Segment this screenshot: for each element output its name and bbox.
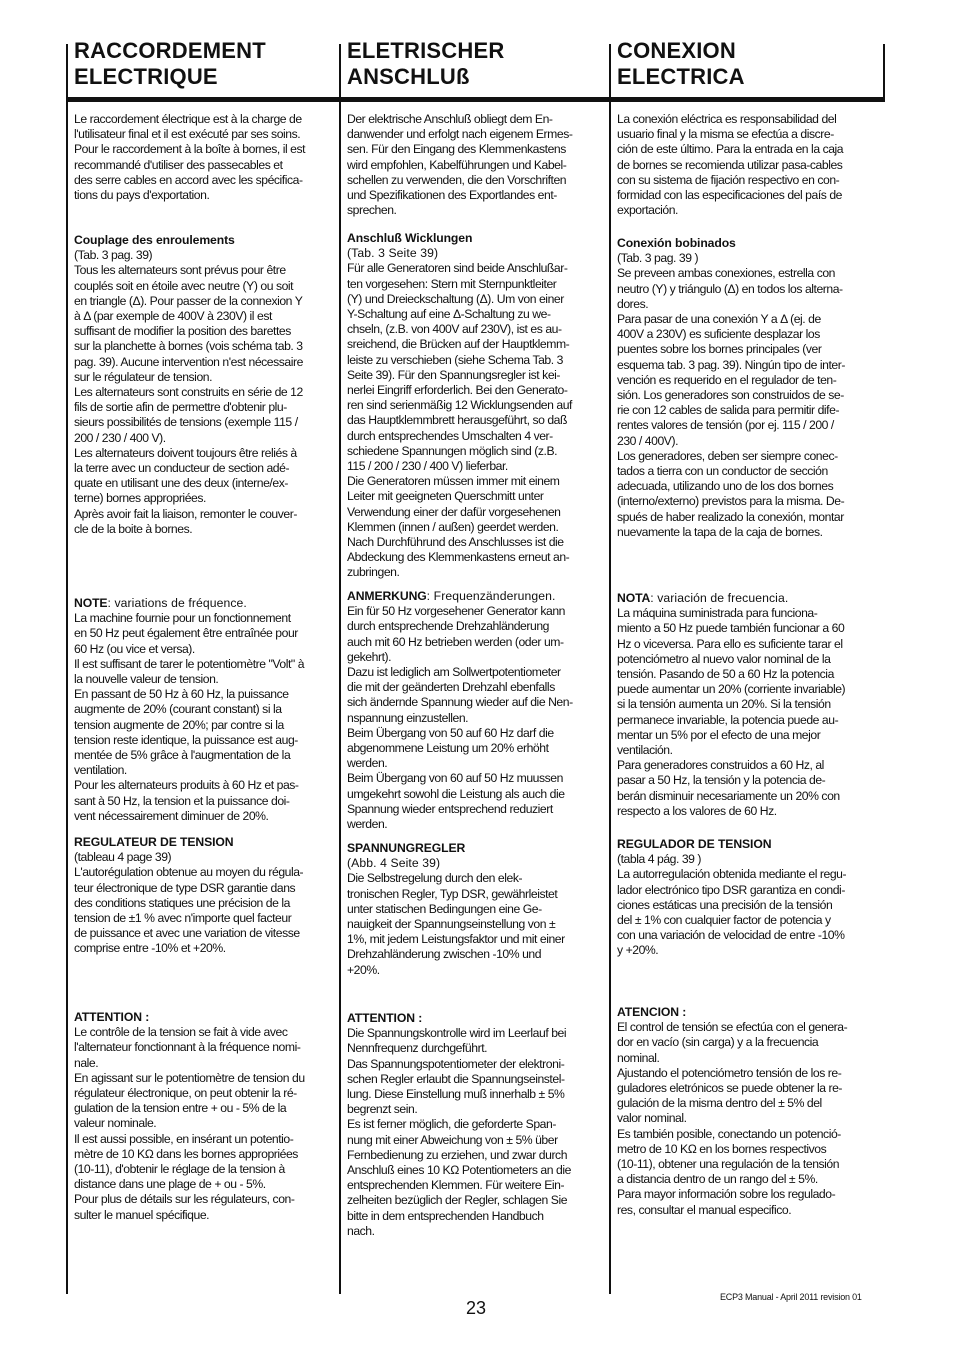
intro-section: [347, 112, 601, 218]
regulator-text: La autorregulación obtenida mediante el regu- lador electrónico tipo DSR garantiza en condi- ciones estáticas una precisión de la tensión del ± 1% con cualquier factor de potencia y con una variación de velocidad de entre -10% y +20%.: [617, 867, 847, 958]
section-title: ELETRISCHER ANSCHLUß: [347, 38, 505, 89]
note-subject: : variación de frecuencia.: [650, 591, 789, 605]
windings-section: [617, 236, 874, 540]
note-subject: : variations de fréquence.: [107, 596, 247, 610]
attention-text: Le contrôle de la tension se fait à vide avec l'alternateur fonctionnant à la fréquence nomi- nale. En agissant sur le potentiomètre de tension du régulateur électronique, on peut obtenir la ré- gulation de la tension entre + ou - 5% de la valeur nominale. Il est aussi possible, en insérant un potentio- mètre de 10 KΩ dans les bornes appropriées (10-11), d'obtenir le réglage de la tension à distance dans une plage de + ou - 5%. Pour plus de détails sur les régulateurs, con- sulter le manuel spécifique.: [74, 1025, 305, 1222]
note-section: [347, 589, 601, 832]
column-divider-middle-left: [339, 44, 341, 1294]
footer-revision: ECP3 Manual - April 2011 revision 01: [720, 1292, 862, 1302]
note-section: [617, 591, 874, 819]
attention-heading: ATTENTION :: [347, 1011, 423, 1025]
note-label: ANMERKUNG: [347, 589, 427, 603]
windings-ref: (Tab. 3 pag. 39): [74, 248, 153, 263]
column-divider-left: [66, 44, 68, 1294]
windings-ref: (Tab. 3 Seite 39): [347, 246, 439, 261]
column-divider-right: [883, 44, 885, 102]
windings-section: [347, 231, 601, 581]
column-divider-middle-right: [609, 44, 611, 1294]
attention-section: [74, 1010, 331, 1223]
attention-text: Die Spannungskontrolle wird im Leerlauf bei Nennfrequenz durchgeführt. Das Spannungspotentiometer der elektroni- schen Regler erlaubt die Spannungseinstel- lung. Diese Einstellung muß innerhalb ± 5% begrenzt sein. Es ist ferner möglich, die geforderte Span- nung mit einer Abweichung von ± 5% über Fernbedienung zu erziehen, und zwar durch Anschluß eines 10 KΩ Potentiometers an die entsprechenden Klemmen. Für weitere Ein- zelheiten bezüglich der Regler, schlagen Sie bitte in dem entsprechenden Handbuch nach.: [347, 1026, 571, 1238]
attention-heading: ATENCION :: [617, 1005, 687, 1019]
intro-text: Le raccordement électrique est à la charge de l'utilisateur final et il est exécuté par ses soins. Pour le raccordement à la boîte à bornes, il est recommandé d'utiliser des passecables et des serre cables en accord avec les spécifica- tions du pays d'exportation.: [74, 112, 306, 203]
regulator-section: [617, 837, 874, 959]
regulator-heading: REGULATEUR DE TENSION: [74, 835, 234, 849]
windings-text: Für alle Generatoren sind beide Anschlußar- ten vorgesehen: Stern mit Sternpunktleiter (Y) und Dreieckschaltung (Δ). Um von einer Y-Schaltung auf eine Δ-Schaltung zu we- chseln, (z.B. von 400V auf 230V), ist es au- sreichend, die Brücken auf der Hauptklemm- leiste zu verschieben (siehe Schema Tab. 3 Seite 39). Für den Spannungsregler ist kei- nerlei Eingriff erforderlich. Bei den Generato- ren sind serienmäßig 12 Wicklungsenden auf das Hauptklemmbrett herausgeführt, so daß durch entsprechendes Umschalten 4 ver- schiedene Spannungen möglich sind (z.B. 115 / 200 / 230 / 400 V) lieferbar. Die Generatoren müssen immer mit einem Leiter mit geeigneten Querschmitt unter Verwendung einer der dafür vorgesehenen Klemmen (innen / außen) geerdet werden. Nach Durchführund des Anschlusses ist die Abdeckung des Klemmenkastens erneut an- zubringen.: [347, 261, 572, 580]
regulator-ref: (Abb. 4 Seite 39): [347, 856, 441, 871]
windings-ref: (Tab. 3 pag. 39 ): [617, 251, 699, 266]
note-label: NOTE: [74, 596, 108, 610]
windings-text: Se preveen ambas conexiones, estrella con neutro (Y) y triángulo (Δ) en todos los alterna- dores. Para pasar de una conexión Y a Δ (ej. de 400V a 230V) es suficiente desplazar los puentes sobre los bornes principales (ver esquema tab. 3 pag. 39). Ningún tipo de inter- vención es requerido en el regulador de ten- sión. Los generadores son construidos de se- rie con 12 cables de salida para permitir dife- rentes valores de tensión (por ej. 115 / 200 / 230 / 400V). Los generadores, deben ser siempre conec- tados a tierra con un conductor de sección adecuada, utilizando uno de los dos bornes (interno/externo) previstos para la misma. De- spués de haber realizado la conexión, montar nuevamente la tapa de la caja de bornes.: [617, 266, 845, 539]
note-label: NOTA: [617, 591, 651, 605]
windings-section: [74, 233, 331, 537]
intro-section: [74, 112, 331, 203]
attention-section: [347, 1011, 601, 1239]
attention-text: El control de tensión se efectúa con el genera- dor en vacío (sin carga) y a la frecuencia nominal. Ajustando el potenciómetro tensión de los re- guladores eletrónicos se puede obtener la re- gulación de la misma dentro del ± 5% del valor nominal. Es también posible, conectando un potenció- metro de 10 KΩ en los bornes respectivos (10-11), obtener una regulación de la tensión a distancia dentro de un rango del ± 5%. Para mayor información sobre los regulado- res, consultar el manual especifico.: [617, 1020, 848, 1217]
note-text: La máquina suministrada para funciona- miento a 50 Hz puede también funcionar a 60 Hz o viceversa. Para ello es suficiente tarar el potenciómetro al nuevo valor nominal de la tensión. Pasando de 50 a 60 Hz la potencia puede aumentar un 20% (corriente invariable) si la tensión aumenta un 20%. Si la tensión permanece invariable, la potencia puede au- mentar un 5% por el efecto de una mejor ventilación. Para generadores construidos a 60 Hz, al pasar a 50 Hz, la tensión y la potencia de- berán disminuir necesariamente un 20% con respecto a los valores de 60 Hz.: [617, 606, 846, 818]
header-rule: [66, 97, 885, 102]
windings-heading: Anschluß Wicklungen: [347, 231, 473, 245]
attention-heading: ATTENTION :: [74, 1010, 150, 1024]
regulator-ref: (tabla 4 pág. 39 ): [617, 852, 702, 867]
page-number: 23: [466, 1298, 487, 1318]
regulator-section: [347, 841, 601, 978]
windings-heading: Conexión bobinados: [617, 236, 736, 250]
regulator-heading: REGULADOR DE TENSION: [617, 837, 772, 851]
regulator-section: [74, 835, 331, 957]
regulator-ref: (tableau 4 page 39): [74, 850, 172, 865]
windings-text: Tous les alternateurs sont prévus pour être couplés soit en étoile avec neutre (Y) ou soit en triangle (Δ). Pour passer de la connexion Y à Δ (par exemple de 400V à 230V) il est suffisant de modifier la position des barettes sur la planchette à bornes (vois schéma tab. 3 pag. 39). Aucune intervention n'est nécessaire sur le régulateur de tension. Les alternateurs sont construits en série de 12 fils de sortie afin de permettre d'obtenir plu- sieurs possibilités de tensions (exemple 115 / 200 / 230 / 400 V). Les alternateurs doivent toujours être reliés à la terre avec un conducteur de section adé- quate en utilisant une des deux (interne/ex- terne) bornes appropriées. Après avoir fait la liaison, remonter le couver- cle de la boite à bornes.: [74, 263, 303, 536]
regulator-text: Die Selbstregelung durch den elek- tronischen Regler, Typ DSR, gewährleistet unter statischen Bedingungen eine Ge- nauigkeit der Spannungseinstellung von ± 1%, mit jedem Leistungsfaktor und mit einer Drehzahländerung zwischen -10% und +20%.: [347, 871, 565, 977]
regulator-heading: SPANNUNGREGLER: [347, 841, 466, 855]
intro-text: Der elektrische Anschluß obliegt dem En- danwender und erfolgt nach eigenem Ermes- sen. Für den Eingang des Klemmenkastens wird empfohlen, Kabelführungen und Kabel- schellen zu verwenden, die den Vorschriften und Spezifikationen des Exportlandes ent- sprechen.: [347, 112, 573, 218]
windings-heading: Couplage des enroulements: [74, 233, 235, 247]
intro-text: La conexión eléctrica es responsabilidad del usuario final y la misma se efectúa a discre- ción de este último. Para la entrada en la caja de bornes se recomienda utilizar pasa-cables con su sistema de fijación respectivo en con- formidad con las especificaciones del país de exportación.: [617, 112, 844, 218]
section-title: CONEXION ELECTRICA: [617, 38, 745, 89]
note-text: La machine fournie pour un fonctionnement en 50 Hz peut également être entraînée pour 60 Hz (ou vice et versa). Il est suffisant de tarer le potentiomètre "Volt" à la nouvelle valeur de tension. En passant de 50 Hz à 60 Hz, la puissance augmente de 20% (courant constant) si la tension augmente de 20%; par contre si la tension reste identique, la puissance est aug- mentée de 5% grâce à l'augmentation de la ventilation. Pour les alternateurs produits à 60 Hz et pas- sant à 50 Hz, la tension et la puissance doi- vent nécessairement diminuer de 20%.: [74, 611, 305, 823]
note-section: [74, 596, 331, 824]
regulator-text: L'autorégulation obtenue au moyen du régula- teur électronique de type DSR garantie dans des conditions statiques une précision de la tension de ±1 % avec n'importe quel facteur de puissance et avec une variation de vitesse comprise entre -10% et +20%.: [74, 865, 304, 956]
note-text: Ein für 50 Hz vorgesehener Generator kann durch entsprechende Drehzahländerung auch mit 60 Hz betrieben werden (oder um- gekehrt). Dazu ist lediglich am Sollwertpotentiometer die mit der geänderten Drehzahl ebenfalls sich ändernde Spannung wieder auf die Nen- nspannung einzustellen. Beim Übergang von 50 auf 60 Hz darf die abgenommene Leistung um 20% erhöht werden. Beim Übergang von 60 auf 50 Hz muussen umgekehrt sowohl die Leistung als auch die Spannung wieder entsprechend reduziert werden.: [347, 604, 573, 832]
note-subject: : Frequenzänderungen.: [426, 589, 556, 603]
intro-section: [617, 112, 874, 218]
attention-section: [617, 1005, 874, 1218]
section-title: RACCORDEMENT ELECTRIQUE: [74, 38, 266, 89]
